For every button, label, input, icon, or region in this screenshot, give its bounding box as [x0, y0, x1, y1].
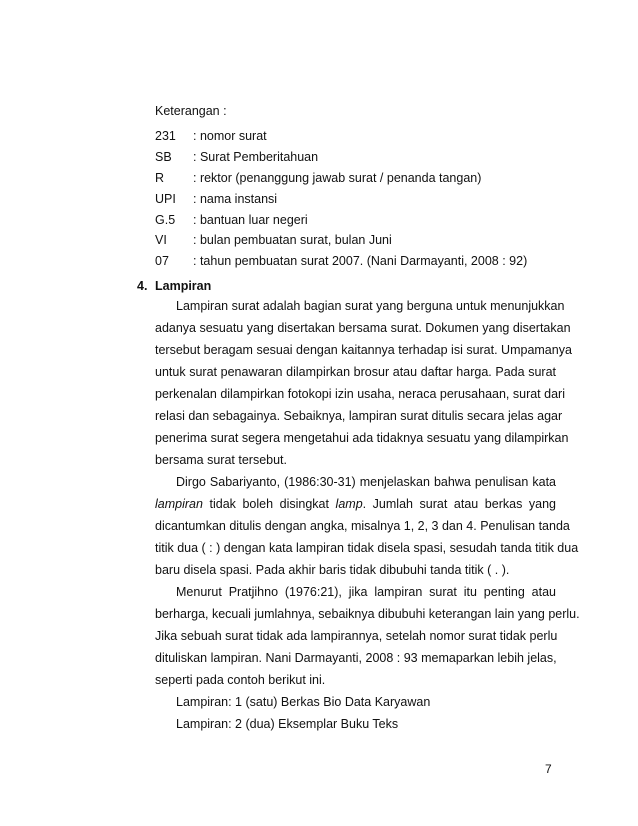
abbr-description: : nama instansi: [193, 192, 278, 206]
paragraph-line: Menurut Pratjihno (1976:21), jika lampiran surat itu penting atau: [176, 585, 556, 599]
paragraph-line: penerima surat segera mengetahui ada tidaknya sesuatu yang dilampirkan: [155, 431, 569, 445]
paragraph-line: [155, 497, 556, 511]
abbr: VI: [155, 233, 167, 247]
paragraph-line: tersebut beragam sesuai dengan kaitannya terhadap isi surat. Umpamanya: [155, 343, 572, 357]
abbr-description: : rektor (penanggung jawab surat / penanda tangan): [193, 171, 482, 185]
paragraph-line: dicantumkan ditulis dengan angka, misalnya 1, 2, 3 dan 4. Penulisan tanda: [155, 519, 570, 533]
italic-term: lampiran: [155, 497, 203, 511]
example-line: Lampiran: 1 (satu) Berkas Bio Data Karyawan: [176, 695, 431, 709]
paragraph-line: Dirgo Sabariyanto, (1986:30-31) menjelaskan bahwa penulisan kata: [176, 475, 556, 489]
page-number: 7: [545, 762, 552, 776]
paragraph-line: Lampiran surat adalah bagian surat yang berguna untuk menunjukkan: [176, 299, 565, 313]
paragraph-line: relasi dan sebagainya. Sebaiknya, lampiran surat ditulis secara jelas agar: [155, 409, 563, 423]
paragraph-line: titik dua ( : ) dengan kata lampiran tidak disela spasi, sesudah tanda titik dua: [155, 541, 579, 555]
abbr: 231: [155, 129, 176, 143]
italic-term: lamp: [335, 497, 363, 511]
abbr: R: [155, 171, 165, 185]
abbr: 07: [155, 254, 169, 268]
abbr: G.5: [155, 213, 176, 227]
abbr: UPI: [155, 192, 176, 206]
keterangan-title: Keterangan :: [155, 104, 227, 118]
abbr-description: : Surat Pemberitahuan: [193, 150, 319, 164]
paragraph-line: adanya sesuatu yang disertakan bersama surat. Dokumen yang disertakan: [155, 321, 571, 335]
paragraph-line: baru disela spasi. Pada akhir baris tidak dibubuhi tanda titik ( . ).: [155, 563, 510, 577]
section-title: Lampiran: [155, 279, 212, 293]
text-run: . Jumlah surat atau berkas yang: [362, 497, 557, 511]
paragraph-line: seperti pada contoh berikut ini.: [155, 673, 326, 687]
paragraph-line: Jika sebuah surat tidak ada lampirannya, setelah nomor surat tidak perlu: [155, 629, 558, 643]
paragraph-line: bersama surat tersebut.: [155, 453, 288, 467]
abbr: SB: [155, 150, 172, 164]
paragraph-line: dituliskan lampiran. Nani Darmayanti, 2008 : 93 memaparkan lebih jelas,: [155, 651, 557, 665]
abbr-description: : tahun pembuatan surat 2007. (Nani Darmayanti, 2008 : 92): [193, 254, 528, 268]
text-run: tidak boleh disingkat: [202, 497, 336, 511]
abbr-description: : nomor surat: [193, 129, 267, 143]
abbr-description: : bantuan luar negeri: [193, 213, 308, 227]
abbr-description: : bulan pembuatan surat, bulan Juni: [193, 233, 392, 247]
example-line: Lampiran: 2 (dua) Eksemplar Buku Teks: [176, 717, 399, 731]
paragraph-line: untuk surat penawaran dilampirkan brosur atau daftar harga. Pada surat: [155, 365, 556, 379]
section-number: 4.: [137, 279, 148, 293]
paragraph-line: berharga, kecuali jumlahnya, sebaiknya dibubuhi keterangan lain yang perlu.: [155, 607, 580, 621]
paragraph-line: perkenalan dilampirkan fotokopi izin usaha, neraca perusahaan, surat dari: [155, 387, 565, 401]
